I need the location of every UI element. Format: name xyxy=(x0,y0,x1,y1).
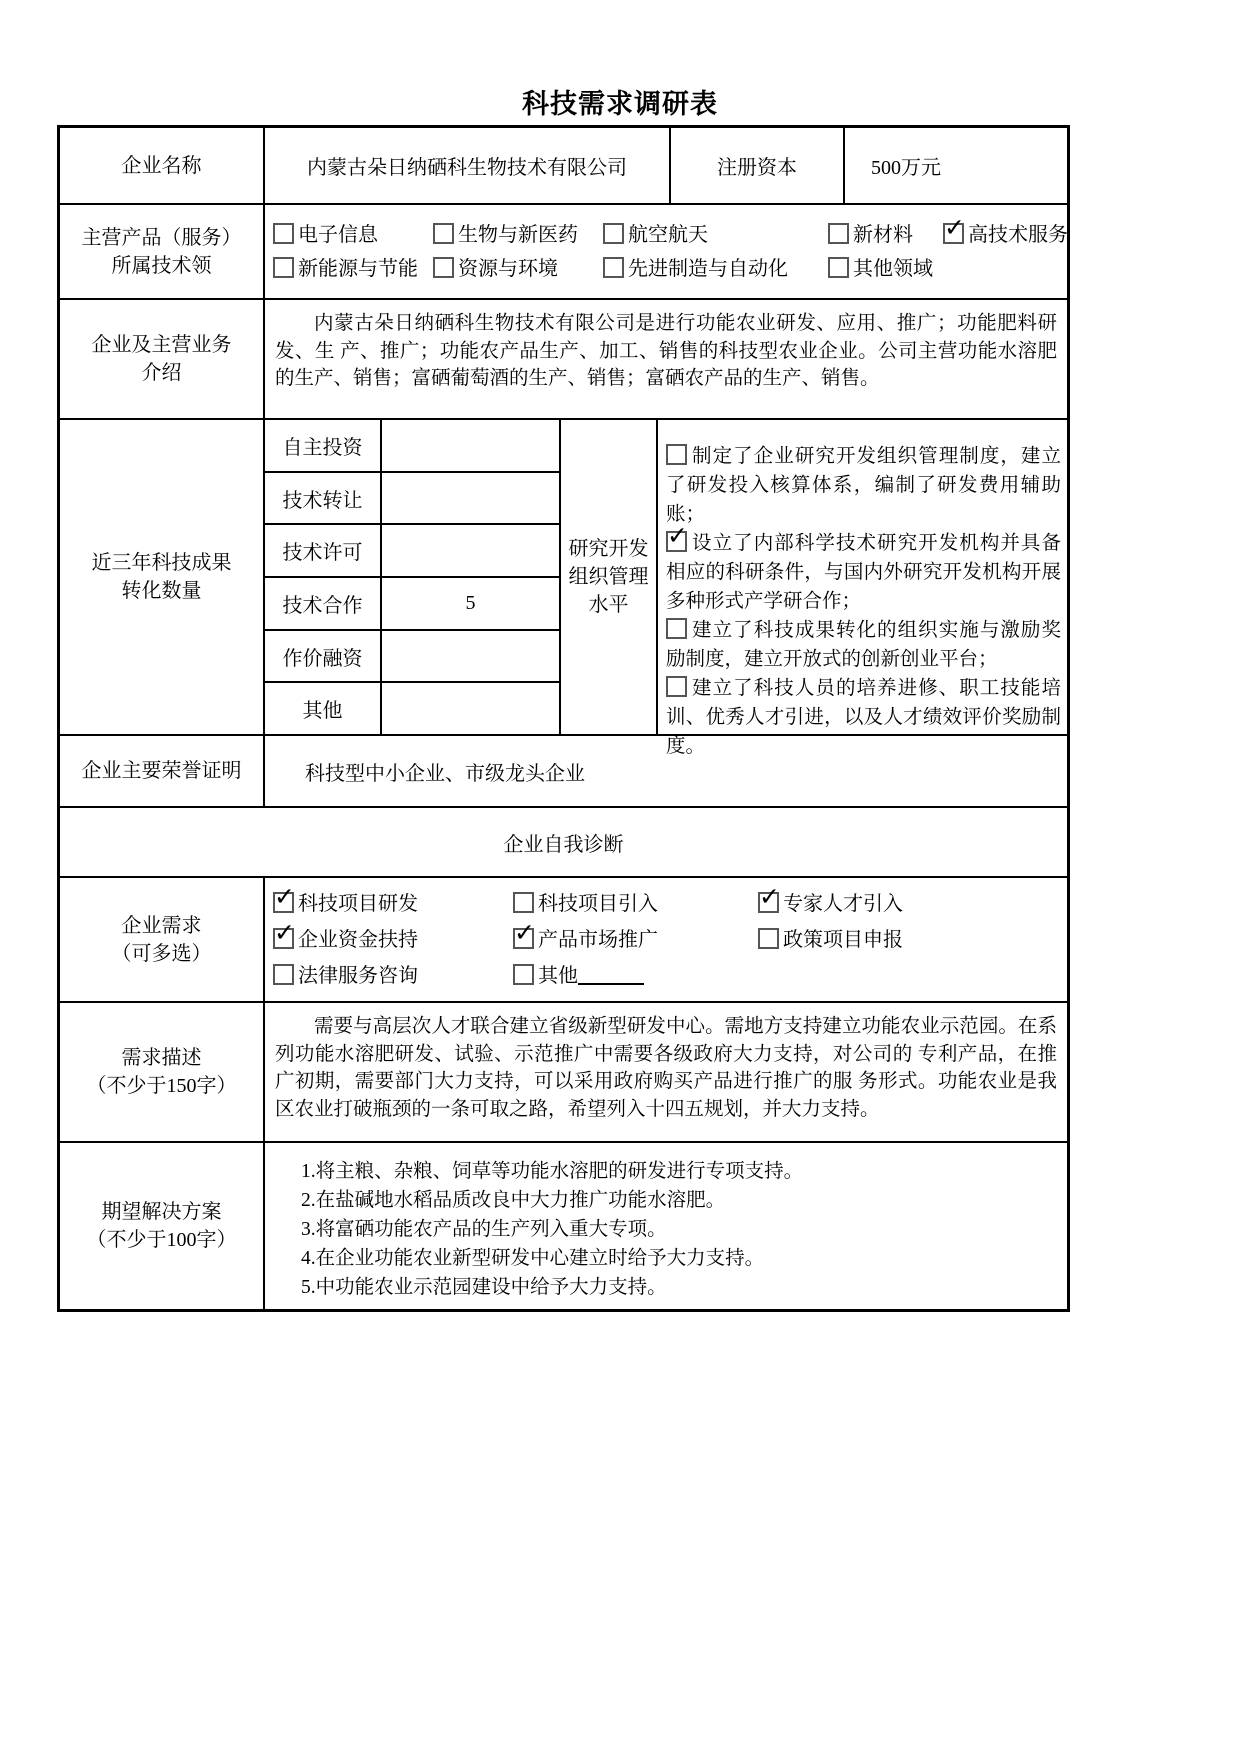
solution-line: 1.将主粮、杂粮、饲草等功能水溶肥的研发进行专项支持。 xyxy=(301,1161,804,1182)
checkbox-icon[interactable] xyxy=(273,223,294,244)
conversion-value-field[interactable] xyxy=(382,631,559,682)
conversion-value-field[interactable] xyxy=(382,683,559,734)
checkbox-icon[interactable] xyxy=(666,531,687,552)
rd-option: 建立了科技成果转化的组织实施与激励奖励制度，建立开放式的创新创业平台； xyxy=(666,620,1061,670)
checkbox-icon[interactable] xyxy=(273,964,294,985)
needs-line-3 xyxy=(273,958,1067,994)
need-option[interactable]: ✓企业资金扶持 xyxy=(273,922,513,958)
row-demand-description xyxy=(60,1001,1067,1141)
row-honors xyxy=(60,734,1067,806)
tech-fields-line-2 xyxy=(273,252,1067,286)
need-option[interactable]: 政策项目申报 xyxy=(758,922,903,958)
tech-field-option[interactable]: 其他领域 xyxy=(828,252,933,286)
checkbox-icon[interactable] xyxy=(603,257,624,278)
need-option[interactable]: ✓ 专家人才引入 xyxy=(758,886,903,922)
rd-management-label: 研究开发组织管理水平 xyxy=(561,420,658,734)
company-name-value[interactable]: 内蒙古朵日纳硒科生物技术有限公司 xyxy=(265,128,671,203)
rd-option: 制定了企业研究开发组织管理制度，建立了研发投入核算体系，编制了研发费用辅助账； xyxy=(666,446,1061,525)
business-intro-text: 内蒙古朵日纳硒科生物技术有限公司是进行功能农业研发、应用、推广；功能肥料研发、生 产、推广；功能农产品生产、加工、销售的科技型农业企业。公司主营功能水溶肥的生产、销售；富硒葡萄酒的生产、销售；富硒农产品的生产、销售。 xyxy=(275,313,1057,389)
checkbox-icon[interactable] xyxy=(758,928,779,949)
checkbox-icon[interactable] xyxy=(828,223,849,244)
checkbox-icon[interactable] xyxy=(273,257,294,278)
solution-line: 4.在企业功能农业新型研发中心建立时给予大力支持。 xyxy=(301,1248,765,1269)
company-name-label: 企业名称 xyxy=(60,128,265,203)
checkbox-icon[interactable] xyxy=(513,928,534,949)
checkbox-icon[interactable] xyxy=(433,257,454,278)
tech-field-option[interactable]: 电子信息 xyxy=(273,218,433,252)
conversion-row-tech-cooperation: 技术合作 5 xyxy=(265,576,559,629)
registered-capital-value[interactable]: 500万元 xyxy=(871,157,941,179)
checkbox-icon[interactable] xyxy=(513,964,534,985)
checkbox-icon[interactable] xyxy=(666,444,687,465)
solution-line: 5.中功能农业示范园建设中给予大力支持。 xyxy=(301,1277,667,1298)
need-option[interactable]: ✓科技项目研发 xyxy=(273,886,513,922)
other-blank-field[interactable] xyxy=(578,963,644,985)
solution-line: 2.在盐碱地水稻品质改良中大力推广功能水溶肥。 xyxy=(301,1190,726,1211)
tech-field-option[interactable]: 生物与新医药 xyxy=(433,218,603,252)
business-intro-label: 企业及主营业务 介绍 xyxy=(60,300,265,418)
checkbox-icon[interactable] xyxy=(433,223,454,244)
checkbox-icon[interactable] xyxy=(666,676,687,697)
rd-option: 建立了科技人员的培养进修、职工技能培训、优秀人才引进，以及人才绩效评价奖励制度。 xyxy=(666,678,1061,757)
row-needs xyxy=(60,876,1067,1001)
tech-fields-options xyxy=(265,205,1067,298)
row-conversion xyxy=(60,418,1067,757)
need-option[interactable]: 科技项目引入 xyxy=(513,886,758,922)
checkbox-icon[interactable] xyxy=(273,928,294,949)
checkbox-icon[interactable] xyxy=(603,223,624,244)
demand-description-text: 需要与高层次人才联合建立省级新型研发中心。需地方支持建立功能农业示范园。在系列功能水溶肥研发、试验、示范推广中需要各级政府大力支持，对公司的 专利产品，在推广初期，需要部门大力支持，可以采用政府购买产品进行推广的服 务形式。功能农业是我区农业打破瓶颈的一条可取之路，希望列入十四五规划，并大力支持。 xyxy=(275,1016,1057,1120)
rd-management-options xyxy=(658,420,1067,757)
tech-fields-label: 主营产品（服务） 所属技术领 xyxy=(60,205,265,298)
expected-solution-label: 期望解决方案 （不少于100字） xyxy=(60,1143,265,1309)
checkbox-icon[interactable] xyxy=(666,618,687,639)
conversion-value-field[interactable] xyxy=(382,420,559,471)
conversion-value-field[interactable] xyxy=(382,473,559,524)
tech-field-option[interactable]: 新能源与节能 xyxy=(273,252,433,286)
honors-value[interactable]: 科技型中小企业、市级龙头企业 xyxy=(305,762,585,785)
demand-description-label: 需求描述 （不少于150字） xyxy=(60,1003,265,1141)
tech-field-option[interactable]: 新材料 xyxy=(828,218,943,252)
row-self-diagnosis xyxy=(60,806,1067,876)
row-tech-fields xyxy=(60,203,1067,298)
tech-fields-line-1 xyxy=(273,218,1067,252)
row-business-intro xyxy=(60,298,1067,418)
conversion-value-field[interactable]: 5 xyxy=(465,591,476,614)
row-company xyxy=(60,128,1067,203)
registered-capital-label: 注册资本 xyxy=(671,128,845,203)
checkbox-icon[interactable] xyxy=(828,257,849,278)
needs-line-1 xyxy=(273,886,1067,922)
tech-field-option[interactable]: 航空航天 xyxy=(603,218,828,252)
solution-line: 3.将富硒功能农产品的生产列入重大专项。 xyxy=(301,1219,667,1240)
checkbox-icon[interactable] xyxy=(513,892,534,913)
needs-line-2 xyxy=(273,922,1067,958)
conversion-subtable xyxy=(265,420,561,734)
need-option[interactable]: 法律服务咨询 xyxy=(273,958,513,994)
tech-field-option[interactable]: 资源与环境 xyxy=(433,252,603,286)
checkbox-icon[interactable] xyxy=(273,892,294,913)
checkbox-icon[interactable] xyxy=(758,892,779,913)
needs-label: 企业需求 （可多选） xyxy=(60,878,265,1001)
checkbox-icon[interactable] xyxy=(943,223,964,244)
honors-label: 企业主要荣誉证明 xyxy=(60,736,265,806)
need-option[interactable]: ✓ 产品市场推广 xyxy=(513,922,758,958)
needs-options xyxy=(265,878,1067,1001)
survey-table xyxy=(57,125,1070,1312)
conversion-row-tech-transfer: 技术转让 xyxy=(265,471,559,524)
conversion-row-other: 其他 xyxy=(265,681,559,734)
conversion-value-field[interactable] xyxy=(382,525,559,576)
expected-solution-text xyxy=(265,1143,1067,1309)
rd-option: ✓设立了内部科学技术研究开发机构并具备相应的科研条件，与国内外研究开发机构开展多种形式产学研合作； xyxy=(666,529,1061,616)
need-option[interactable]: 其他 xyxy=(513,958,758,994)
page-title: 科技需求调研表 xyxy=(522,89,718,119)
tech-field-option[interactable]: ✓ 高技术服务 xyxy=(943,218,1068,252)
conversion-row-tech-license: 技术许可 xyxy=(265,523,559,576)
conversion-row-self-investment: 自主投资 xyxy=(265,420,559,471)
row-expected-solution xyxy=(60,1141,1067,1309)
conversion-row-pricing-financing: 作价融资 xyxy=(265,629,559,682)
conversion-label: 近三年科技成果 转化数量 xyxy=(60,420,265,734)
self-diagnosis-title: 企业自我诊断 xyxy=(503,833,624,856)
tech-field-option[interactable]: 先进制造与自动化 xyxy=(603,252,828,286)
